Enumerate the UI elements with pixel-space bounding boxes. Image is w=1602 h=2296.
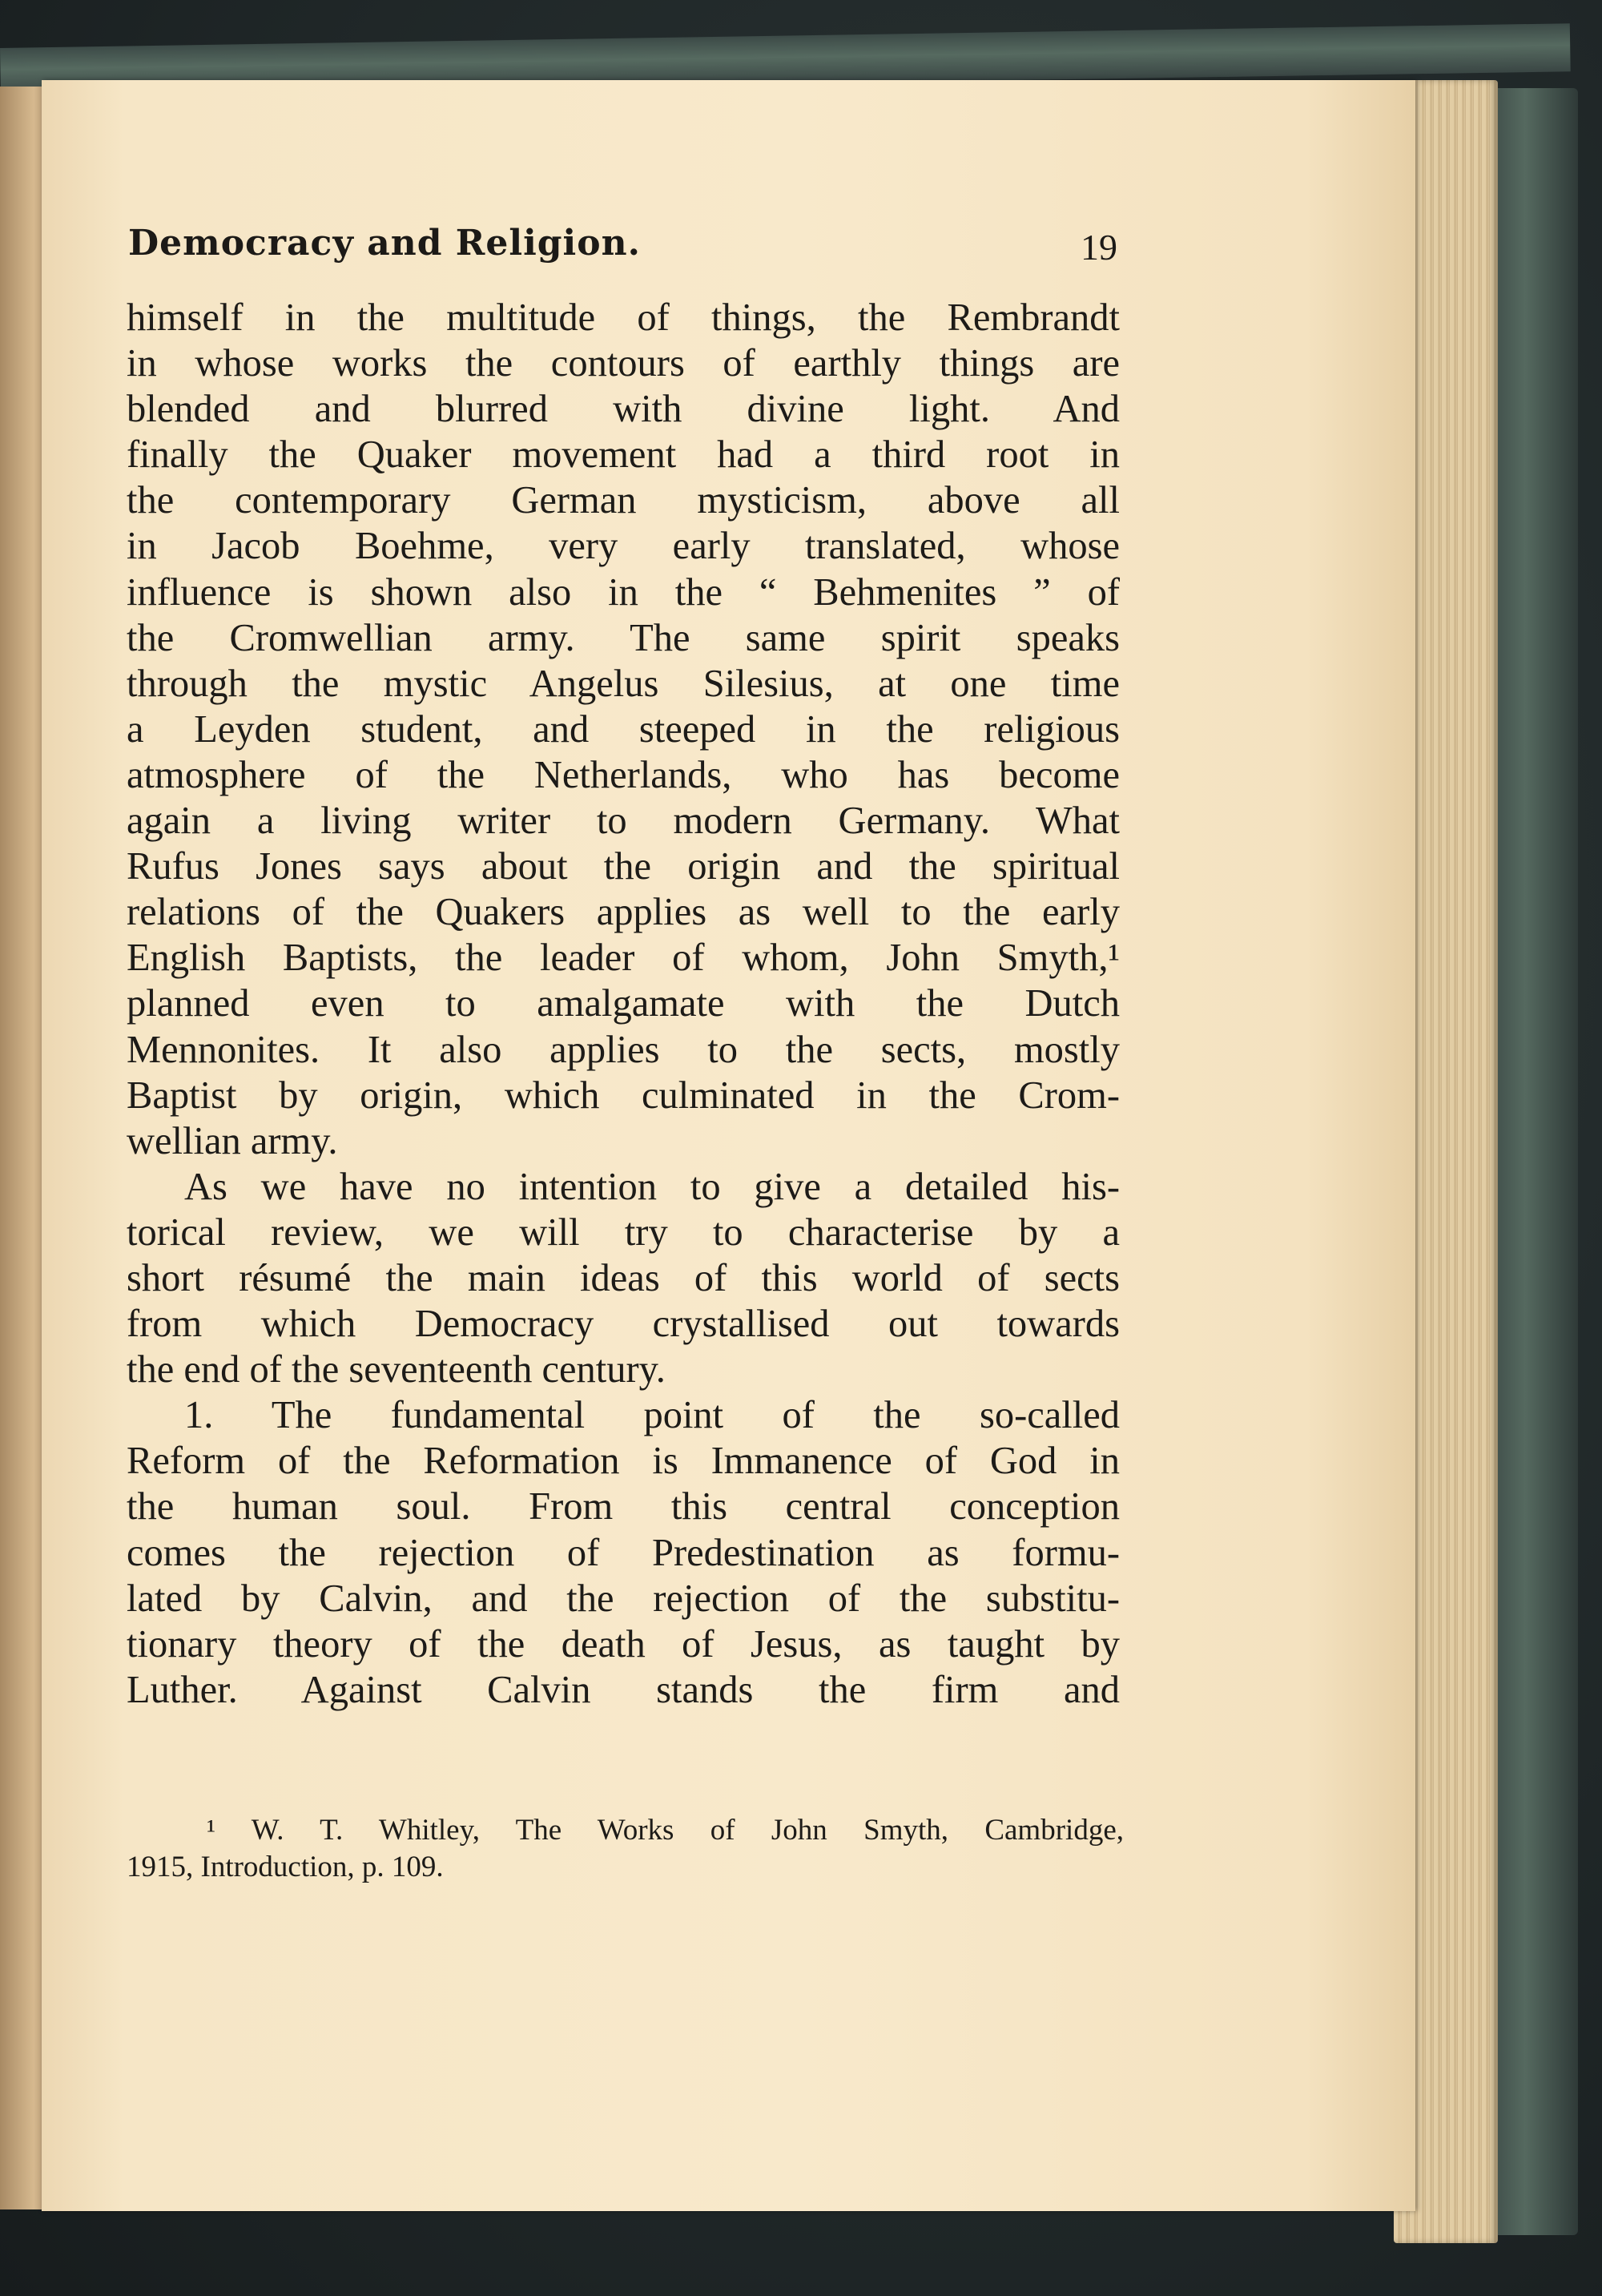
text-line: Baptist by origin, which culminated in the Crom-: [127, 1073, 1120, 1117]
text-line: a Leyden student, and steeped in the religious: [127, 707, 1120, 751]
text-line: planned even to amalgamate with the Dutch: [127, 982, 1120, 1025]
text-line: the contemporary German mysticism, above all: [127, 479, 1120, 522]
book-cover-right-edge: [1490, 88, 1578, 2235]
text-line: finally the Quaker movement had a third root in: [127, 433, 1120, 477]
footnote-line: ¹ W. T. Whitley, The Works of John Smyth, Cambridge,: [207, 1814, 1124, 1847]
page-number: 19: [1081, 227, 1117, 268]
text-line: himself in the multitude of things, the Rembrandt: [127, 296, 1120, 339]
text-line: blended and blurred with divine light. And: [127, 388, 1120, 431]
facing-page-edge: [0, 87, 48, 2209]
text-line: Luther. Against Calvin stands the firm and: [127, 1668, 1120, 1711]
text-line: Mennonites. It also applies to the sects, mostly: [127, 1028, 1120, 1071]
text-line: wellian army.: [127, 1119, 338, 1162]
text-line: relations of the Quakers applies as well to the early: [127, 891, 1120, 934]
text-line: in Jacob Boehme, very early translated, whose: [127, 525, 1120, 568]
footnote: [127, 1812, 1124, 1886]
text-line: from which Democracy crystallised out towards: [127, 1303, 1120, 1346]
text-line: atmosphere of the Netherlands, who has become: [127, 753, 1120, 796]
body-text: [127, 295, 1120, 1713]
text-line: torical review, we will try to characterise by a: [127, 1210, 1120, 1254]
text-line: tionary theory of the death of Jesus, as taught by: [127, 1622, 1120, 1666]
text-line: the end of the seventeenth century.: [127, 1348, 666, 1392]
footnote-line: 1915, Introduction, p. 109.: [127, 1851, 444, 1883]
page-header: [128, 218, 1117, 290]
text-line: through the mystic Angelus Silesius, at one time: [127, 662, 1120, 705]
text-line: short résumé the main ideas of this world of sects: [127, 1256, 1120, 1299]
text-line: Reform of the Reformation is Immanence of God in: [127, 1440, 1120, 1483]
text-line: in whose works the contours of earthly things are: [127, 342, 1120, 385]
text-line: the human soul. From this central conception: [127, 1485, 1120, 1529]
text-line: the Cromwellian army. The same spirit speaks: [127, 616, 1120, 659]
text-line: Rufus Jones says about the origin and the spiritual: [127, 845, 1120, 888]
text-line: 1. The fundamental point of the so-called: [184, 1394, 1120, 1437]
text-line: comes the rejection of Predestination as formu-: [127, 1531, 1120, 1574]
text-line: influence is shown also in the “ Behmenites ” of: [127, 570, 1120, 614]
text-line: lated by Calvin, and the rejection of the substitu-: [127, 1577, 1120, 1620]
text-line: English Baptists, the leader of whom, John Smyth,¹: [127, 937, 1120, 980]
running-title: Democracy and Religion.: [128, 223, 641, 264]
text-line: again a living writer to modern Germany. What: [127, 800, 1120, 843]
text-line: As we have no intention to give a detailed his-: [184, 1165, 1120, 1208]
